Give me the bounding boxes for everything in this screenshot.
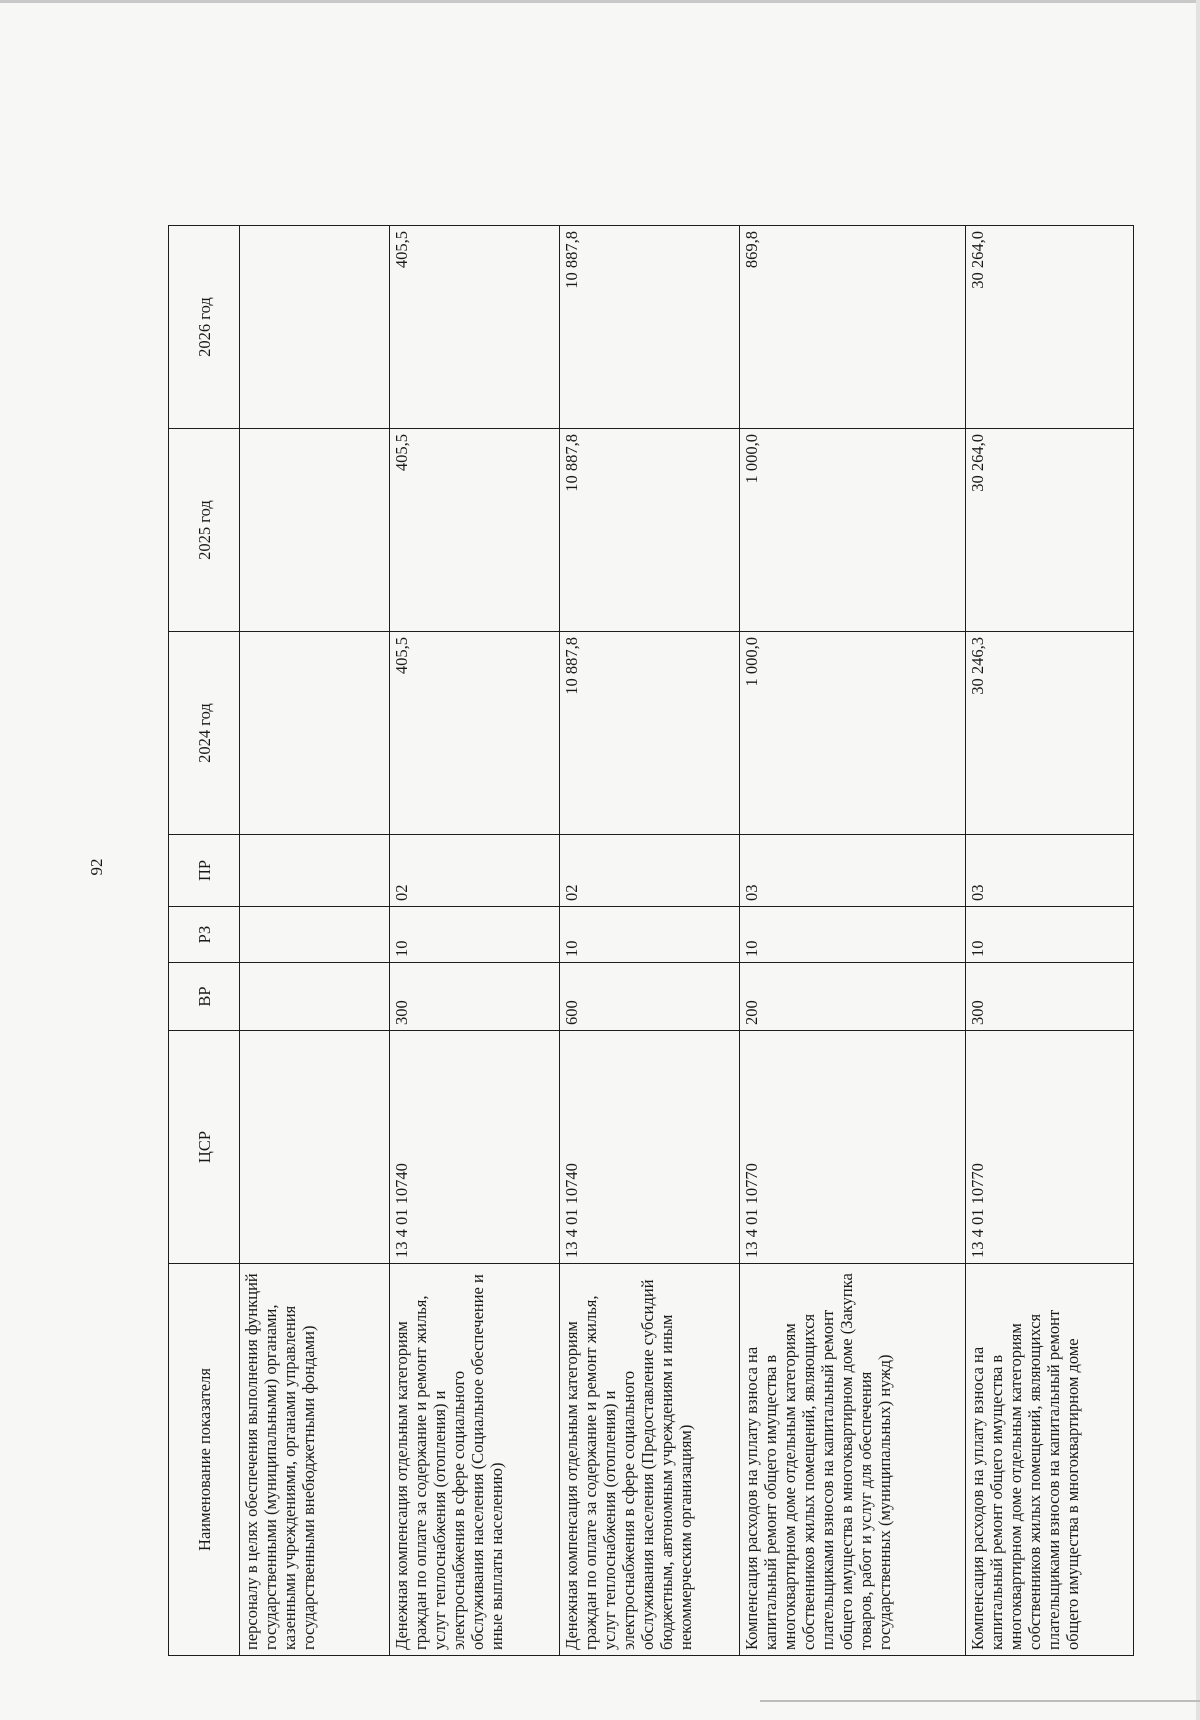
table-row	[390, 226, 560, 1656]
cell-vr: 300	[966, 963, 1134, 1031]
cell-2026: 405,5	[390, 226, 560, 429]
scan-edge-top	[0, 0, 1200, 3]
page-number: 92	[87, 858, 106, 876]
scan-edge-bottom	[760, 1700, 1200, 1702]
header-vr: ВР	[169, 963, 240, 1031]
cell-rz	[240, 907, 390, 963]
cell-2025: 10 887,8	[560, 429, 740, 632]
cell-name: Денежная компенсация отдельным категориям граждан по оплате за содержание и ремонт жилья, услуг теплоснабжения (отопления) и электроснабжения в сфере социального обслуживания населения (Социальное обеспечение и иные выплаты населению)	[390, 1264, 560, 1656]
cell-2026: 869,8	[740, 226, 966, 429]
cell-2024: 1 000,0	[740, 632, 966, 835]
header-rz: РЗ	[169, 907, 240, 963]
table-row	[240, 226, 390, 1656]
cell-2024: 10 887,8	[560, 632, 740, 835]
cell-vr: 300	[390, 963, 560, 1031]
cell-vr: 600	[560, 963, 740, 1031]
cell-name: Денежная компенсация отдельным категориям граждан по оплате за содержание и ремонт жилья, услуг теплоснабжения (отопления) и электроснабжения в сфере социального обслуживания населения (Предоставление субсидий бюджетным, автономным учреждениям и иным некоммерческим организациям)	[560, 1264, 740, 1656]
header-2026: 2026 год	[169, 226, 240, 429]
cell-csr: 13 4 01 10740	[560, 1031, 740, 1264]
cell-vr	[240, 963, 390, 1031]
header-2025: 2025 год	[169, 429, 240, 632]
cell-name: персоналу в целях обеспечения выполнения функций государственными (муниципальными) органами, казенными учреждениями, органами управления государственными внебюджетными фондами)	[240, 1264, 390, 1656]
header-pr: ПР	[169, 835, 240, 907]
table-row	[966, 226, 1134, 1656]
cell-pr	[240, 835, 390, 907]
cell-csr: 13 4 01 10770	[966, 1031, 1134, 1264]
cell-rz: 10	[390, 907, 560, 963]
cell-csr: 13 4 01 10770	[740, 1031, 966, 1264]
header-2024: 2024 год	[169, 632, 240, 835]
cell-2026: 30 264,0	[966, 226, 1134, 429]
table-row	[560, 226, 740, 1656]
cell-2024: 405,5	[390, 632, 560, 835]
cell-rz: 10	[966, 907, 1134, 963]
cell-2024: 30 246,3	[966, 632, 1134, 835]
cell-2025: 30 264,0	[966, 429, 1134, 632]
cell-2025: 1 000,0	[740, 429, 966, 632]
table-row	[740, 226, 966, 1656]
cell-rz: 10	[560, 907, 740, 963]
cell-2024	[240, 632, 390, 835]
cell-vr: 200	[740, 963, 966, 1031]
cell-pr: 03	[740, 835, 966, 907]
budget-table	[168, 225, 1134, 1656]
cell-name: Компенсация расходов на уплату взноса на капитальный ремонт общего имущества в многоквартирном доме отдельным категориям собственников жилых помещений, являющихся плательщиками взносов на капитальный ремонт общего имущества в многоквартирном доме	[966, 1264, 1134, 1656]
table-header-row	[169, 226, 240, 1656]
cell-2025	[240, 429, 390, 632]
cell-pr: 02	[390, 835, 560, 907]
cell-rz: 10	[740, 907, 966, 963]
cell-pr: 03	[966, 835, 1134, 907]
cell-name: Компенсация расходов на уплату взноса на капитальный ремонт общего имущества в многоквартирном доме отдельным категориям собственников жилых помещений, являющихся плательщиками взносов на капитальный ремонт общего имущества в многоквартирном доме (Закупка товаров, работ и услуг для обеспечения государственных (муниципальных) нужд)	[740, 1264, 966, 1656]
cell-2026: 10 887,8	[560, 226, 740, 429]
cell-pr: 02	[560, 835, 740, 907]
budget-table-sheet	[168, 226, 1128, 1656]
cell-2025: 405,5	[390, 429, 560, 632]
scan-edge-right	[1196, 0, 1200, 1720]
header-name: Наименование показателя	[169, 1264, 240, 1656]
cell-csr	[240, 1031, 390, 1264]
cell-2026	[240, 226, 390, 429]
header-csr: ЦСР	[169, 1031, 240, 1264]
cell-csr: 13 4 01 10740	[390, 1031, 560, 1264]
